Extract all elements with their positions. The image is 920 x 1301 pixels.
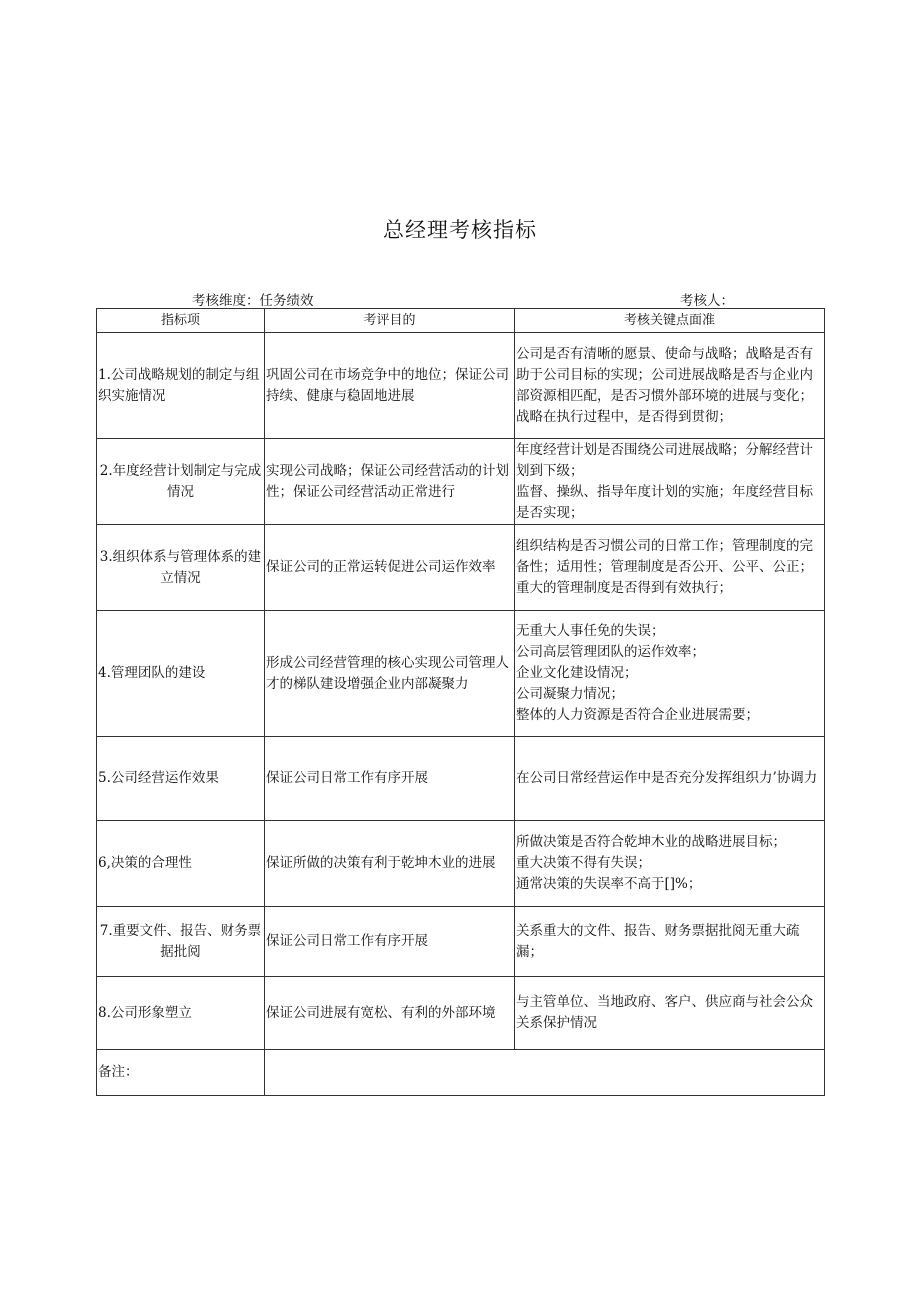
table-row (97, 977, 825, 1050)
criteria-line: 整体的人力资源是否符合企业进展需要； (516, 707, 759, 723)
criteria-cell (515, 737, 825, 821)
item-cell: 3.组织体系与管理体系的建立情况 (97, 525, 265, 611)
criteria-line: 通常决策的失误率不高于[]%； (516, 876, 702, 892)
item-cell: 7.重要文件、报告、财务票据批阅 (97, 907, 265, 977)
assessor-label: 考核人： (680, 293, 734, 309)
table-header-row (97, 309, 825, 333)
remarks-row (97, 1050, 825, 1096)
criteria-line: 公司凝聚力情况； (516, 686, 624, 702)
table-row (97, 439, 825, 525)
column-header-criteria: 考核关键点面准 (515, 309, 825, 333)
purpose-cell: 保证公司进展有宽松、有利的外部环境 (265, 977, 515, 1050)
column-header-purpose: 考评目的 (265, 309, 515, 333)
table-row (97, 737, 825, 821)
criteria-line: 公司是否有清晰的愿景、使命与战略；战略是否有助于公司目标的实现；公司进展战略是否与企业内部资源相匹配，是否习惯外部环境的进展与变化；战略在执行过程中，是否得到贯彻； (516, 345, 813, 425)
criteria-line: 企业文化建设情况； (516, 665, 638, 681)
table-row (97, 611, 825, 737)
criteria-line: 重大决策不得有失误； (516, 855, 651, 871)
purpose-cell: 实现公司战略；保证公司经营活动的计划性；保证公司经营活动正常进行 (265, 439, 515, 525)
criteria-cell (515, 907, 825, 977)
item-cell: 6,决策的合理性 (97, 821, 265, 907)
item-cell: 8.公司形象塑立 (97, 977, 265, 1050)
table-row (97, 333, 825, 439)
criteria-line: 与主管单位、当地政府、客户、供应商与社会公众关系保护情况 (516, 994, 813, 1031)
criteria-line: 关系重大的文件、报告、财务票据批阅无重大疏漏； (516, 922, 800, 960)
criteria-cell (515, 821, 825, 907)
item-cell: 4.管理团队的建设 (97, 611, 265, 737)
criteria-line: 在公司日常经营运作中是否充分发挥组织力’协调力 (516, 770, 818, 786)
criteria-line: 组织结构是否习惯公司的日常工作；管理制度的完备性；适用性；管理制度是否公开、公平、公正；重大的管理制度是否得到有效执行； (516, 538, 813, 596)
criteria-line: 所做决策是否符合乾坤木业的战略进展目标； (516, 834, 786, 850)
purpose-cell: 巩固公司在市场竞争中的地位；保证公司持续、健康与稳固地进展 (265, 333, 515, 439)
criteria-cell (515, 611, 825, 737)
purpose-cell: 保证公司日常工作有序开展 (265, 907, 515, 977)
criteria-cell (515, 333, 825, 439)
purpose-cell: 保证所做的决策有利于乾坤木业的进展 (265, 821, 515, 907)
criteria-line: 无重大人事任免的失误； (516, 623, 665, 639)
item-cell: 2.年度经营计划制定与完成情况 (97, 439, 265, 525)
item-cell: 5.公司经营运作效果 (97, 737, 265, 821)
remarks-cell (265, 1050, 825, 1096)
criteria-cell (515, 525, 825, 611)
table-row (97, 907, 825, 977)
remarks-label: 备注： (97, 1050, 265, 1096)
item-cell: 1.公司战略规划的制定与组织实施情况 (97, 333, 265, 439)
purpose-cell: 保证公司的正常运转促进公司运作效率 (265, 525, 515, 611)
table-row (97, 821, 825, 907)
purpose-cell: 保证公司日常工作有序开展 (265, 737, 515, 821)
purpose-cell: 形成公司经营管理的核心实现公司管理人才的梯队建设增强企业内部凝聚力 (265, 611, 515, 737)
page-title: 总经理考核指标 (383, 218, 537, 243)
kpi-table (96, 308, 825, 1096)
assessment-dimension: 考核维度：任务绩效 (192, 293, 314, 309)
table-row (97, 525, 825, 611)
criteria-cell (515, 439, 825, 525)
criteria-line: 公司高层管理团队的运作效率； (516, 644, 705, 660)
criteria-cell (515, 977, 825, 1050)
criteria-line: 监督、操纵、指导年度计划的实施；年度经营目标是否实现； (516, 483, 813, 521)
criteria-line: 年度经营计划是否围绕公司进展战略；分解经营计划到下级； (516, 441, 813, 479)
column-header-item: 指标项 (97, 309, 265, 333)
